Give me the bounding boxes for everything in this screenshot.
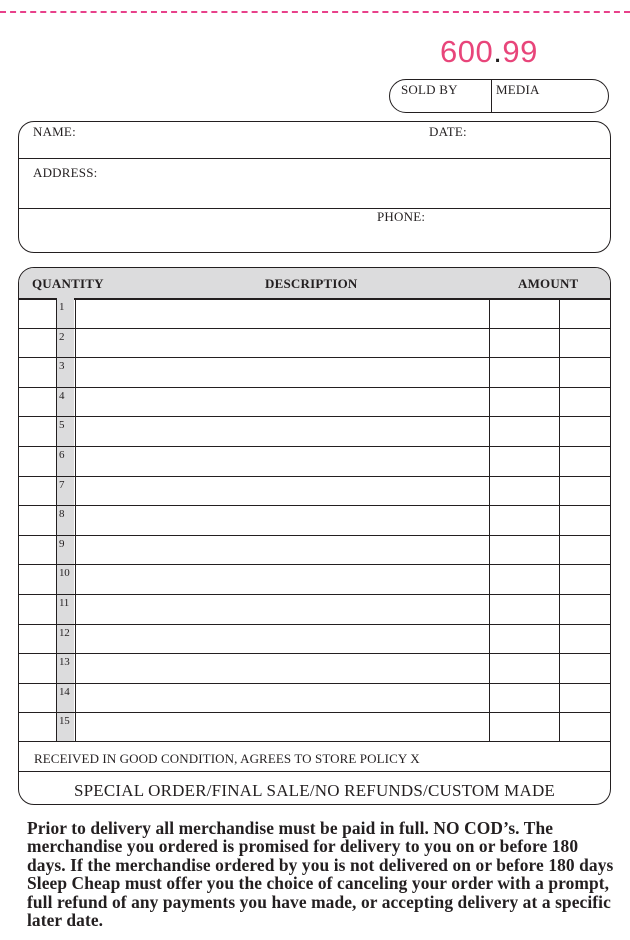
line-number: 10 [59, 567, 70, 580]
row-line [19, 328, 610, 329]
customer-divider-1 [19, 158, 610, 159]
received-divider [19, 771, 610, 772]
column-header-quantity: QUANTITY [32, 276, 104, 291]
sold-box-divider [491, 80, 492, 112]
order-table-header [19, 268, 610, 300]
received-statement: RECEIVED IN GOOD CONDITION, AGREES TO STORE POLICY X [34, 751, 420, 766]
line-number: 3 [59, 360, 65, 373]
form-number: 600.99 [440, 34, 538, 69]
row-line [19, 683, 610, 684]
line-number: 5 [59, 419, 65, 432]
delivery-terms: Prior to delivery all merchandise must be paid in full. NO COD’s. The merchandise you ordered is promised for delivery to you on or before 180 days. If the merchandise ordered by you is not delivered on or before 180 days Sleep Cheap must offer you the choice of canceling your order with a prompt, full refund of any payments you have made, or accepting delivery at a specific later date. [27, 818, 614, 931]
column-divider-qty [56, 298, 57, 741]
special-order-notice: SPECIAL ORDER/FINAL SALE/NO REFUNDS/CUSTOM MADE [73, 781, 556, 800]
line-number: 8 [59, 508, 65, 521]
line-number: 12 [59, 626, 70, 639]
phone-label: PHONE: [377, 209, 426, 224]
address-label: ADDRESS: [33, 165, 98, 180]
customer-info-box [18, 121, 611, 253]
line-number: 7 [59, 478, 65, 491]
line-number: 1 [59, 301, 65, 313]
row-line [19, 357, 610, 358]
line-number: 4 [59, 389, 65, 402]
customer-divider-2 [19, 208, 610, 209]
order-table [18, 267, 611, 805]
line-number: 6 [59, 449, 65, 461]
column-divider-linenum [75, 298, 76, 741]
row-line [19, 387, 610, 388]
column-header-description: DESCRIPTION [265, 276, 358, 291]
row-line [19, 535, 610, 536]
line-number: 15 [59, 715, 70, 728]
row-line [19, 624, 610, 625]
date-label: DATE: [429, 124, 467, 139]
line-number: 9 [59, 537, 65, 550]
row-line [19, 712, 610, 713]
column-divider-amount [489, 298, 490, 741]
row-line [19, 476, 610, 477]
line-number: 2 [59, 330, 65, 343]
line-number: 14 [59, 685, 70, 698]
media-label: MEDIA [496, 82, 540, 97]
column-header-amount: AMOUNT [518, 276, 579, 291]
perforation-line [0, 11, 630, 13]
row-line [19, 564, 610, 565]
sold-by-label: SOLD BY [401, 82, 458, 97]
name-label: NAME: [33, 124, 76, 139]
row-line [19, 505, 610, 506]
row-line [19, 416, 610, 417]
row-line [19, 446, 610, 447]
row-line [19, 653, 610, 654]
row-line [19, 594, 610, 595]
column-divider-cents [559, 298, 560, 741]
sold-by-media-box [389, 79, 609, 113]
line-number: 13 [59, 656, 70, 669]
line-number: 11 [59, 597, 69, 609]
row-line-15 [19, 741, 610, 742]
